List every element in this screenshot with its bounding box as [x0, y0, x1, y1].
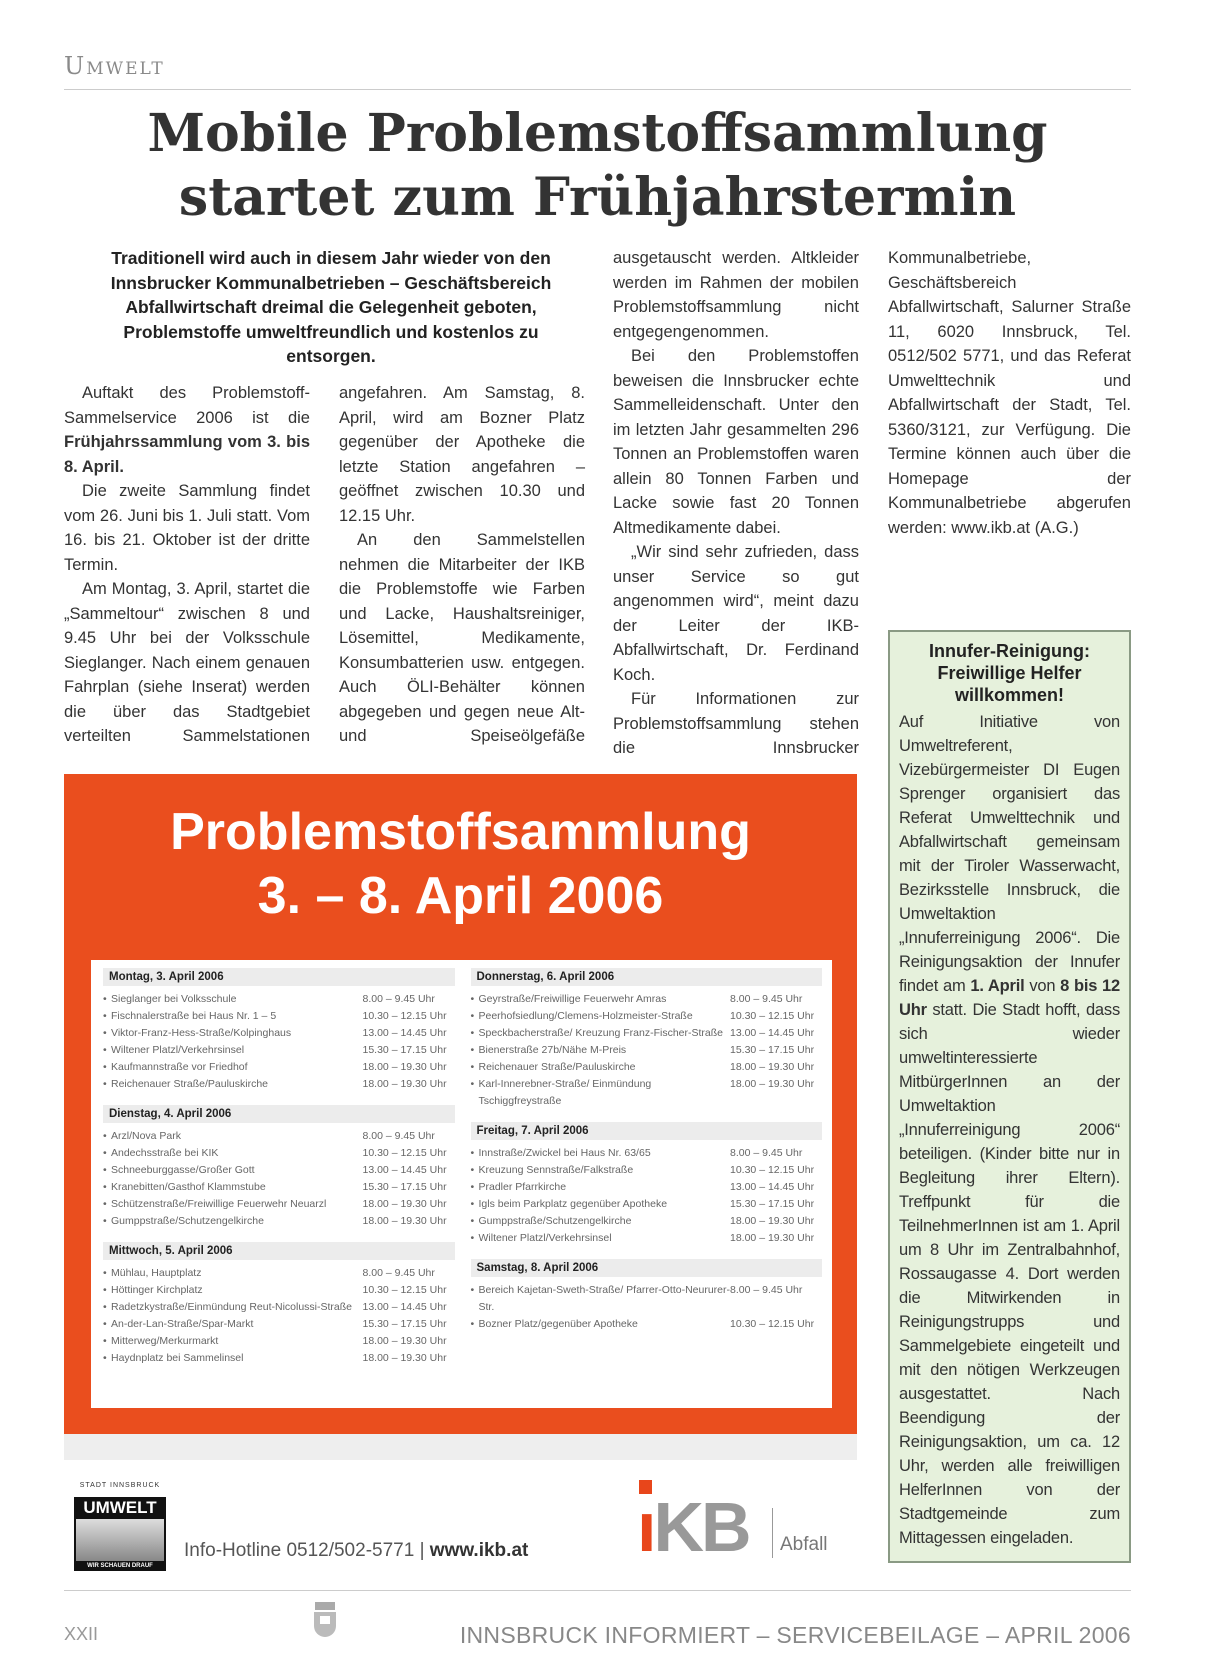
- page-number: XXII: [64, 1624, 99, 1644]
- sidebar-body: [899, 710, 1120, 1550]
- text: Auftakt des Problemstoff-Sammelservice 2006 ist die: [64, 384, 310, 427]
- ad-title-line-1: Problemstoffsammlung: [170, 803, 751, 861]
- lead-paragraph: Traditionell wird auch in diesem Jahr wieder von den Innsbrucker Kommunalbetrieben – Geschäftsbereich Abfallwirtschaft dreimal die Gelegenheit geboten, Problemstoffe umweltfreundlich und kostenlos zu entsorgen.: [110, 248, 552, 366]
- stop-location: • An-der-Lan-Straße/Spar-Markt: [103, 1316, 363, 1333]
- stop-time: 13.00 – 14.45 Uhr: [730, 1027, 815, 1039]
- stop-time: 10.30 – 12.15 Uhr: [730, 1318, 815, 1330]
- schedule-row: [471, 1179, 823, 1196]
- stop-location: • Gumppstraße/Schutzengelkirche: [471, 1213, 731, 1230]
- stop-time: 15.30 – 17.15 Uhr: [362, 1181, 447, 1193]
- stop-location: • Reichenauer Straße/Pauluskirche: [471, 1059, 731, 1076]
- stop-location: • Wiltener Platzl/Verkehrsinsel: [471, 1230, 731, 1247]
- stop-time: 18.00 – 19.30 Uhr: [730, 1215, 815, 1227]
- stop-time: 8.00 – 9.45 Uhr: [730, 993, 803, 1005]
- stop-time: 10.30 – 12.15 Uhr: [730, 1010, 815, 1022]
- schedule-day-heading: Dienstag, 4. April 2006: [103, 1105, 455, 1123]
- divider: [64, 89, 1131, 90]
- paragraph: Die zweite Sammlung findet vom 26. Juni bis 1. Juli statt. Vom 16. bis 21. Oktober ist der dritte Termin.: [64, 482, 310, 574]
- stop-location: • Wiltener Platzl/Verkehrsinsel: [103, 1042, 363, 1059]
- stop-time: 8.00 – 9.45 Uhr: [730, 1147, 803, 1159]
- logo-kb: KB: [653, 1488, 749, 1566]
- paragraph: Für Informationen zur Problemstoffsammlung stehen die Innsbrucker: [613, 690, 859, 757]
- schedule-row: [471, 1059, 823, 1076]
- schedule-row: [103, 1213, 455, 1230]
- schedule-row: [103, 1025, 455, 1042]
- stop-location: • Haydnplatz bei Sammelinsel: [103, 1350, 363, 1367]
- headline-line-2: startet zum Frühjahrstermin: [178, 167, 1017, 228]
- divider: [772, 1508, 773, 1558]
- schedule-row: [103, 1128, 455, 1145]
- stop-location: • Innstraße/Zwickel bei Haus Nr. 63/65: [471, 1145, 731, 1162]
- paragraph: Bei den Problemstoffen beweisen die Innsbrucker echte Sammelleidenschaft. Unter den im letzten Jahr gesammelten 296 Tonnen an Problemstoffen waren allein 80 Tonnen Farben und Lacke sowie fast 20 Tonnen Altmedikamente dabei.: [613, 347, 859, 537]
- section-label: Umwelt: [64, 52, 165, 80]
- spacer: [103, 1230, 455, 1242]
- stop-time: 18.00 – 19.30 Uhr: [730, 1078, 815, 1090]
- schedule-row: [103, 1179, 455, 1196]
- stop-location: • Schneeburggasse/Großer Gott: [103, 1162, 363, 1179]
- stop-location: • Igls beim Parkplatz gegenüber Apotheke: [471, 1196, 731, 1213]
- schedule-row: [103, 1282, 455, 1299]
- date: 1. April: [970, 977, 1025, 995]
- stop-time: 13.00 – 14.45 Uhr: [362, 1164, 447, 1176]
- stop-location: • Kranebitten/Gasthof Klammstube: [103, 1179, 363, 1196]
- article-column-1: [64, 381, 310, 770]
- schedule-row: [471, 1230, 823, 1247]
- ad-title-line-2: 3. – 8. April 2006: [257, 867, 664, 925]
- stop-time: 18.00 – 19.30 Uhr: [362, 1198, 447, 1210]
- stop-time: 8.00 – 9.45 Uhr: [730, 1284, 803, 1296]
- paragraph-continuation: ausgetauscht werden. Altkleider werden im Rahmen der mobilen Problemstoffsammlung nicht entgegengenommen.: [613, 249, 859, 341]
- text: statt. Die Stadt hofft, dass sich wieder umweltinteressierte MitbürgerInnen an der Umweltaktion „Innuferreinigung 2006“ beteiligen. (Kinder bitte nur in Begleitung ihrer Eltern). Treffpunkt für die TeilnehmerInnen ist am 1. April um 8 Uhr im Zentralbahnhof, Rossaugasse 4. Dort werden die Mitwirkenden in Reinigungstrupps und Sammelgebiete eingeteilt und mit den nötigen Werkzeugen ausgestattet. Nach Beendigung der Reinigungsaktion, um ca. 12 Uhr, werden alle freiwilligen HelferInnen von der Stadtgemeinde zum Mittagessen eingeladen.: [899, 1001, 1120, 1547]
- stop-time: 18.00 – 19.30 Uhr: [730, 1061, 815, 1073]
- stop-location: • Mühlau, Hauptplatz: [103, 1265, 363, 1282]
- separator: |: [419, 1540, 425, 1561]
- logo-name: [637, 1488, 749, 1566]
- stop-location: • Viktor-Franz-Hess-Straße/Kolpinghaus: [103, 1025, 363, 1042]
- divider: [64, 1590, 1131, 1591]
- schedule-row: [103, 1196, 455, 1213]
- stop-time: 8.00 – 9.45 Uhr: [362, 1267, 435, 1279]
- schedule-table: [91, 960, 832, 1408]
- schedule-day-heading: Freitag, 7. April 2006: [471, 1122, 823, 1140]
- publication-footer: INNSBRUCK INFORMIERT – SERVICEBEILAGE – APRIL 2006: [459, 1622, 1131, 1648]
- ad-shadow: [64, 1434, 857, 1460]
- stop-location: • Kaufmannstraße vor Friedhof: [103, 1059, 363, 1076]
- schedule-row: [103, 1042, 455, 1059]
- schedule-column-left: [103, 968, 455, 1400]
- schedule-row: [471, 1316, 823, 1333]
- stop-time: 18.00 – 19.30 Uhr: [362, 1061, 447, 1073]
- schedule-row: [103, 1350, 455, 1367]
- sidebar-box: [888, 630, 1131, 1563]
- ad-title: [64, 800, 857, 928]
- schedule-row: [471, 1282, 823, 1316]
- stop-location: • Mitterweg/Merkurmarkt: [103, 1333, 363, 1350]
- schedule-row: [103, 1145, 455, 1162]
- article-column-3: [613, 246, 859, 770]
- ikb-logo: [637, 1480, 877, 1566]
- stop-time: 8.00 – 9.45 Uhr: [362, 993, 435, 1005]
- stop-time: 13.00 – 14.45 Uhr: [362, 1301, 447, 1313]
- stop-time: 13.00 – 14.45 Uhr: [730, 1181, 815, 1193]
- schedule-row: [471, 991, 823, 1008]
- stop-location: • Andechsstraße bei KIK: [103, 1145, 363, 1162]
- stop-time: 10.30 – 12.15 Uhr: [362, 1284, 447, 1296]
- schedule-row: [103, 1059, 455, 1076]
- spacer: [471, 1247, 823, 1259]
- eyes-image: [74, 1519, 166, 1561]
- stop-location: • Speckbacherstraße/ Kreuzung Franz-Fischer-Straße: [471, 1025, 731, 1042]
- schedule-row: [103, 1162, 455, 1179]
- stop-location: • Reichenauer Straße/Pauluskirche: [103, 1076, 363, 1093]
- stop-time: 15.30 – 17.15 Uhr: [730, 1198, 815, 1210]
- schedule-day-heading: Donnerstag, 6. April 2006: [471, 968, 823, 986]
- stop-time: 18.00 – 19.30 Uhr: [730, 1232, 815, 1244]
- stop-time: 13.00 – 14.45 Uhr: [362, 1027, 447, 1039]
- schedule-row: [471, 1162, 823, 1179]
- schedule-column-right: [471, 968, 823, 1400]
- stop-location: • Fischnalerstraße bei Haus Nr. 1 – 5: [103, 1008, 363, 1025]
- stop-location: • Höttinger Kirchplatz: [103, 1282, 363, 1299]
- stop-time: 15.30 – 17.15 Uhr: [730, 1044, 815, 1056]
- stop-location: • Bereich Kajetan-Sweth-Straße/ Pfarrer-Otto-Neururer-Str.: [471, 1282, 731, 1316]
- schedule-row: [103, 1299, 455, 1316]
- stop-time: 15.30 – 17.15 Uhr: [362, 1044, 447, 1056]
- stop-location: • Peerhofsiedlung/Clemens-Holzmeister-Straße: [471, 1008, 731, 1025]
- stop-location: • Bozner Platz/gegenüber Apotheke: [471, 1316, 731, 1333]
- stop-time: 15.30 – 17.15 Uhr: [362, 1318, 447, 1330]
- schedule-row: [103, 1008, 455, 1025]
- stop-location: • Geyrstraße/Freiwillige Feuerwehr Amras: [471, 991, 731, 1008]
- schedule-row: [103, 1076, 455, 1093]
- schedule-row: [471, 1076, 823, 1110]
- stop-location: • Bienerstraße 27b/Nähe M-Preis: [471, 1042, 731, 1059]
- schedule-day-heading: Samstag, 8. April 2006: [471, 1259, 823, 1277]
- headline-line-1: Mobile Problemstoffsammlung: [147, 103, 1048, 164]
- logo-city: STADT INNSBRUCK: [79, 1482, 161, 1489]
- stop-location: • Radetzkystraße/Einmündung Reut-Nicolussi-Straße: [103, 1299, 363, 1316]
- stop-time: 18.00 – 19.30 Uhr: [362, 1078, 447, 1090]
- schedule-row: [103, 1316, 455, 1333]
- time: 8 bis 12 Uhr: [899, 977, 1120, 1019]
- schedule-row: [471, 1008, 823, 1025]
- stop-time: 10.30 – 12.15 Uhr: [362, 1147, 447, 1159]
- umwelt-logo: [74, 1482, 166, 1571]
- stop-location: • Gumppstraße/Schutzengelkirche: [103, 1213, 363, 1230]
- hotline: [184, 1540, 528, 1562]
- logo-division: Abfall: [780, 1534, 828, 1555]
- headline: [64, 102, 1131, 230]
- schedule-day-heading: Montag, 3. April 2006: [103, 968, 455, 986]
- stop-time: 18.00 – 19.30 Uhr: [362, 1352, 447, 1364]
- stop-location: • Sieglanger bei Volksschule: [103, 991, 363, 1008]
- stop-time: 8.00 – 9.45 Uhr: [362, 1130, 435, 1142]
- stop-time: 18.00 – 19.30 Uhr: [362, 1335, 447, 1347]
- text: von: [1024, 977, 1061, 995]
- schedule-row: [471, 1213, 823, 1230]
- collection-schedule-ad: [64, 774, 857, 1434]
- schedule-row: [471, 1042, 823, 1059]
- paragraph: [64, 381, 310, 479]
- stop-location: • Karl-Innerebner-Straße/ Einmündung Tschiggfreystraße: [471, 1076, 731, 1110]
- schedule-row: [103, 1265, 455, 1282]
- article-column-2: [339, 381, 585, 770]
- text: Auf Initiative von Umweltreferent, Vizebürgermeister DI Eugen Sprenger organisiert das Referat Umwelttechnik und Abfallwirtschaft gemeinsam mit der Tiroler Wasserwacht, Bezirksstelle Innsbruck, die Umweltaktion „Innuferreinigung 2006“. Die Reinigungsaktion der Innufer findet am: [899, 713, 1120, 995]
- sidebar-title: Innufer-Reinigung: Freiwillige Helfer willkommen!: [929, 641, 1090, 705]
- city-crest-icon: [312, 1602, 338, 1638]
- schedule-row: [103, 1333, 455, 1350]
- spacer: [103, 1093, 455, 1105]
- stop-location: • Schützenstraße/Freiwillige Feuerwehr Neuarzl: [103, 1196, 363, 1213]
- paragraph: Am Montag, 3. April, startet die „Sammeltour“ zwischen 8 und 9.45 Uhr bei der Volksschule Sieglanger. Nach einem genauen Fahrplan (siehe Inserat) werden die über das Stadtgebiet verteilten Sammelstationen: [64, 580, 310, 745]
- stop-time: 10.30 – 12.15 Uhr: [730, 1164, 815, 1176]
- spacer: [471, 1110, 823, 1122]
- logo-i: ı: [637, 1488, 654, 1566]
- paragraph-continuation: Kommunalbetriebe, Geschäftsbereich Abfallwirtschaft, Salurner Straße 11, 6020 Innsbruck, Tel. 0512/502 5771, und das Referat Umwelttechnik und Abfallwirtschaft der Stadt, Tel. 5360/3121, zur Verfügung. Die Termine können auch über die Homepage der Kommunalbetriebe abgerufen werden: www.ikb.at (A.G.): [888, 249, 1131, 537]
- paragraph: An den Sammelstellen nehmen die Mitarbeiter der IKB die Problemstoffe wie Farben und Lacke, Haushaltsreiniger, Lösemittel, Medikamente, Konsumbatterien usw. entgegen. Auch ÖLI-Behälter können abgegeben und gegen neue Alt- und Speiseölgefäße: [339, 531, 585, 745]
- hotline-number: Info-Hotline 0512/502-5771: [184, 1540, 415, 1561]
- schedule-row: [471, 1145, 823, 1162]
- stop-time: 18.00 – 19.30 Uhr: [362, 1215, 447, 1227]
- schedule-row: [471, 1025, 823, 1042]
- website-link[interactable]: www.ikb.at: [429, 1540, 529, 1561]
- schedule-day-heading: Mittwoch, 5. April 2006: [103, 1242, 455, 1260]
- stop-time: 10.30 – 12.15 Uhr: [362, 1010, 447, 1022]
- schedule-row: [471, 1196, 823, 1213]
- article-column-4: [888, 246, 1131, 622]
- logo-name: UMWELT: [74, 1497, 166, 1519]
- stop-location: • Pradler Pfarrkirche: [471, 1179, 731, 1196]
- paragraph: „Wir sind sehr zufrieden, dass unser Service so gut angenommen wird“, meint dazu der Leiter der IKB-Abfallwirtschaft, Dr. Ferdinand Koch.: [613, 543, 859, 684]
- paragraph-continuation: angefahren. Am Samstag, 8. April, wird am Bozner Platz gegenüber der Apotheke die letzte Station angefahren – geöffnet zwischen 10.30 und 12.15 Uhr.: [339, 384, 585, 525]
- stop-location: • Kreuzung Sennstraße/Falkstraße: [471, 1162, 731, 1179]
- stop-location: • Arzl/Nova Park: [103, 1128, 363, 1145]
- schedule-row: [103, 991, 455, 1008]
- highlight-dates: Frühjahrssammlung vom 3. bis 8. April.: [64, 433, 310, 476]
- logo-slogan: WIR SCHAUEN DRAUF: [74, 1561, 166, 1571]
